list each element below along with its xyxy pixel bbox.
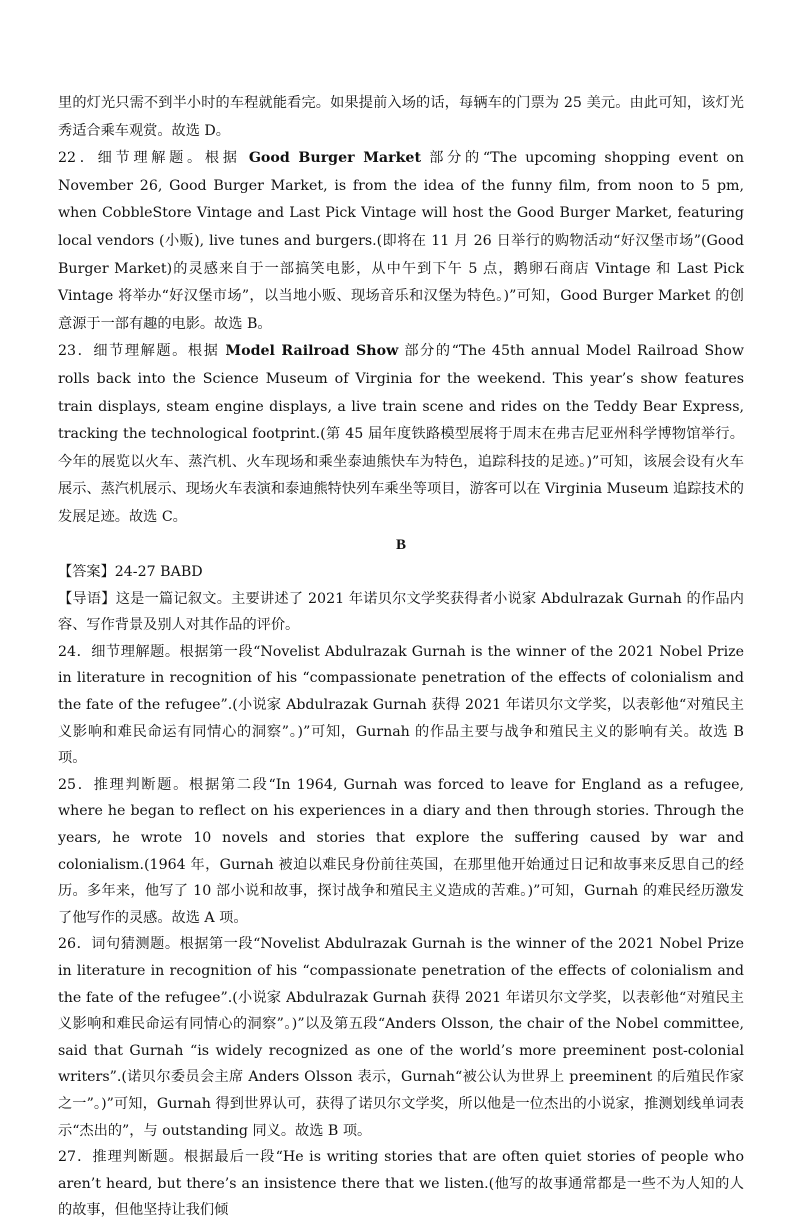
- document-page: [58, 90, 744, 1224]
- q22-body: 部分的“The upcoming shopping event on November 26, Good Burger Market, is from the idea of the funny film, from noon to 5 pm, when CobbleStore Vintage and Last Pick Vintage will host the Good Burger Market, featuring local vendors (小贩), live tunes and burgers.(即将在 11 月 26 日举行的购物活动“好汉堡市场”(Good Burger Market)的灵感来自于一部搞笑电影，从中午到下午 5 点，鹅卵石商店 Vintage 和 Last Pick Vintage 将举办“好汉堡市场”，以当地小贩、现场音乐和汉堡为特色。)”可知，Good Burger Market 的创意源于一部有趣的电影。故选 B。: [58, 150, 744, 332]
- paragraph-q23: [58, 338, 744, 531]
- paragraph-q26: 26．词句猜测题。根据第一段“Novelist Abdulrazak Gurnah is the winner of the 2021 Nobel Prize in literature in recognition of his “compassionate penetration of the effects of colonialism and the fate of the refugee”.(小说家 Abdulrazak Gurnah 获得 2021 年诺贝尔文学奖，以表彰他“对殖民主义影响和难民命运有同情心的洞察”。)”以及第五段“Anders Olsson, the chair of the Nobel committee, said that Gurnah “is widely recognized as one of the world’s more preeminent post-colonial writers”.(诺贝尔委员会主席 Anders Olsson 表示，Gurnah“被公认为世界上 preeminent 的后殖民作家之一”。)”可知，Gurnah 得到世界认可，获得了诺贝尔文学奖，所以他是一位杰出的小说家，推测划线单词表示“杰出的”，与 outstanding 同义。故选 B 项。: [58, 936, 744, 1139]
- paragraph-q25: 25．推理判断题。根据第二段“In 1964, Gurnah was forced to leave for England as a refugee, where he began to reflect on his experiences in a diary and then through stories. Through the years, he wrote 10 novels and stories that explore the suffering caused by war and colonialism.(1964 年，Gurnah 被迫以难民身份前往英国，在那里他开始通过日记和故事来反思自己的经历。多年来，他写了 10 部小说和故事，探讨战争和殖民主义造成的苦难。)”可知，Gurnah 的难民经历激发了他写作的灵感。故选 A 项。: [58, 776, 744, 926]
- q22-section-title: Good Burger Market: [248, 150, 422, 167]
- paragraph-q21-tail: 里的灯光只需不到半小时的车程就能看完。如果提前入场的话，每辆车的门票为 25 美元。由此可知，该灯光秀适合乘车观赏。故选 D。: [58, 95, 744, 139]
- q22-prefix: 22．细节理解题。根据: [58, 150, 249, 167]
- q23-prefix: 23．细节理解题。根据: [58, 343, 226, 360]
- q23-body: 部分的“The 45th annual Model Railroad Show rolls back into the Science Museum of Virginia for the weekend. This year’s show features train displays, steam engine displays, a live train scene and rides on the Teddy Bear Express, tracking the technological footprint.(第 45 届年度铁路模型展将于周末在弗吉尼亚州科学博物馆举行。今年的展览以火车、蒸汽机、火车现场和乘坐泰迪熊快车为特色，追踪科技的足迹。)”可知，该展会设有火车展示、蒸汽机展示、现场火车表演和泰迪熊特快列车乘坐等项目，游客可以在 Virginia Museum 追踪技术的发展足迹。故选 C。: [58, 343, 744, 525]
- answer-line: 【答案】24-27 BABD: [58, 564, 203, 581]
- section-b-body: [58, 559, 744, 1224]
- paragraph-q27: 27．推理判断题。根据最后一段“He is writing stories that are often quiet stories of people who aren’t heard, but there’s an insistence there that we listen.(他写的故事通常都是一些不为人知的人的故事，但他坚持让我们倾: [58, 1149, 744, 1219]
- intro-paragraph: 【导语】这是一篇记叙文。主要讲述了 2021 年诺贝尔文学奖获得者小说家 Abdulrazak Gurnah 的作品内容、写作背景及别人对其作品的评价。: [58, 590, 744, 634]
- paragraph-q22: [58, 145, 744, 338]
- section-heading-b: B: [395, 536, 406, 553]
- q23-section-title: Model Railroad Show: [225, 343, 399, 360]
- paragraph-q24: 24．细节理解题。根据第一段“Novelist Abdulrazak Gurnah is the winner of the 2021 Nobel Prize in literature in recognition of his “compassionate penetration of the effects of colonialism and the fate of the refugee”.(小说家 Abdulrazak Gurnah 获得 2021 年诺贝尔文学奖，以表彰他“对殖民主义影响和难民命运有同情心的洞察”。)”可知，Gurnah 的作品主要与战争和殖民主义的影响有关。故选 B 项。: [58, 643, 744, 767]
